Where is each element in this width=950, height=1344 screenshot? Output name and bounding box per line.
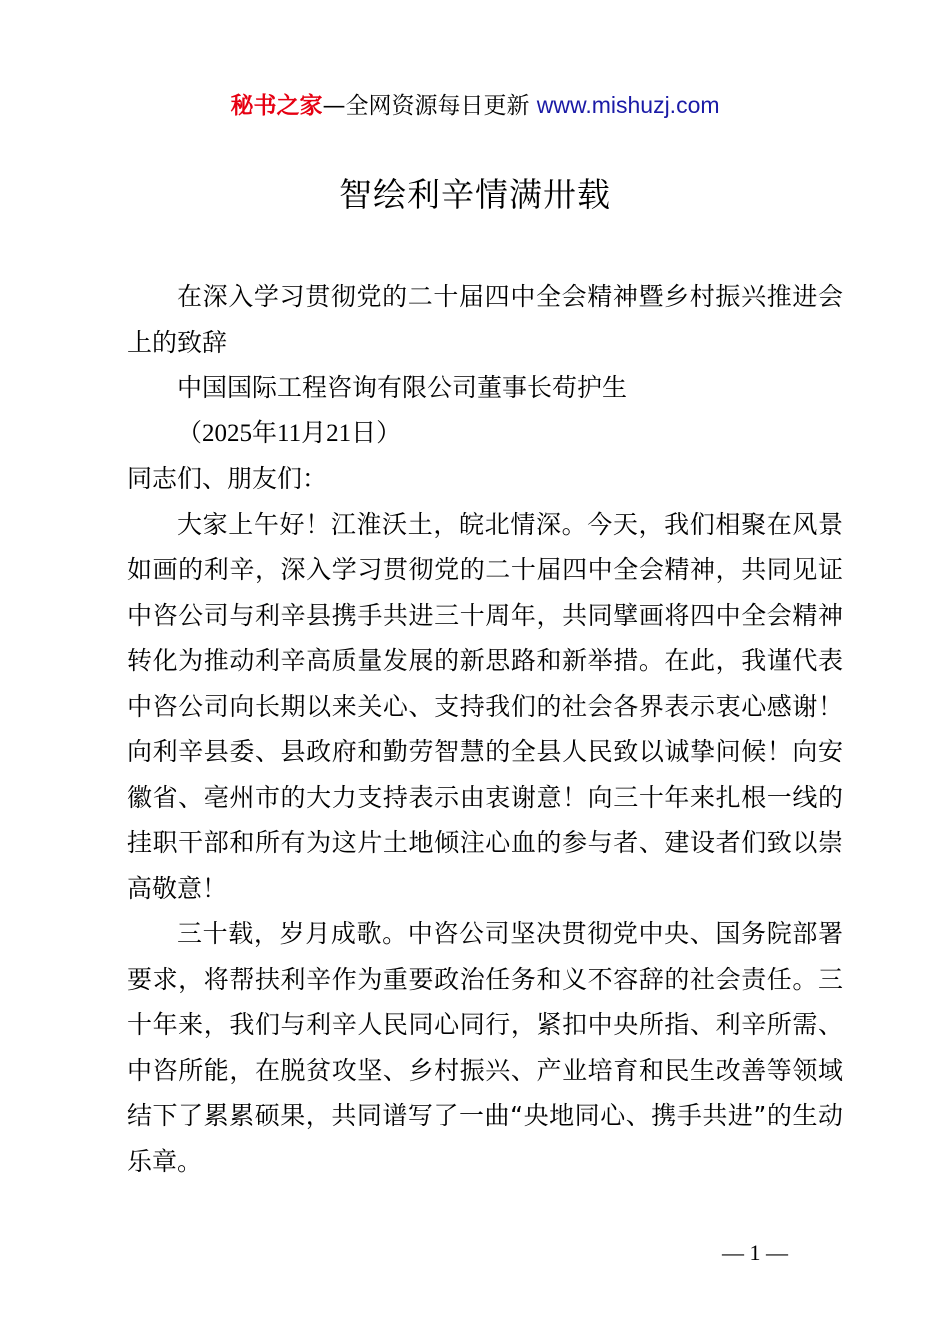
site-header [0,88,950,123]
paragraph-1: 大家上午好！江淮沃土，皖北情深。今天，我们相聚在风景如画的利辛，深入学习贯彻党的二十届四中全会精神，共同见证中咨公司与利辛县携手共进三十周年，共同擘画将四中全会精神转化为推动利辛高质量发展的新思路和新举措。在此，我谨代表中咨公司向长期以来关心、支持我们的社会各界表示衷心感谢！向利辛县委、县政府和勤劳智慧的全县人民致以诚挚问候！向安徽省、亳州市的大力支持表示由衷谢意！向三十年来扎根一线的挂职干部和所有为这片土地倾注心血的参与者、建设者们致以崇高敬意！ [127,509,843,903]
document-subtitle: 在深入学习贯彻党的二十届四中全会精神暨乡村振兴推进会上的致辞 [127,282,843,357]
salutation: 同志们、朋友们： [127,464,328,493]
document-author: 中国国际工程咨询有限公司董事长苟护生 [177,373,628,402]
paragraph-2: 三十载，岁月成歌。中咨公司坚决贯彻党中央、国务院部署要求，将帮扶利辛作为重要政治任务和义不容辞的社会责任。三十年来，我们与利辛人民同心同行，紧扣中央所指、利辛所需、中咨所能，在脱贫攻坚、乡村振兴、产业培育和民生改善等领域结下了累累硕果，共同谱写了一曲“央地同心、携手共进”的生动乐章。 [127,919,843,1176]
brand-name: 秘书之家 [230,93,323,119]
document-date: （2025年11月21日） [177,419,402,447]
document-title: 智绘利辛情满卅载 [339,175,611,214]
page-number: — 1 — [722,1240,788,1265]
document-body [127,274,843,1184]
site-url-link[interactable]: www.mishuzj.com [536,92,720,118]
header-tagline: —全网资源每日更新 [322,93,537,119]
